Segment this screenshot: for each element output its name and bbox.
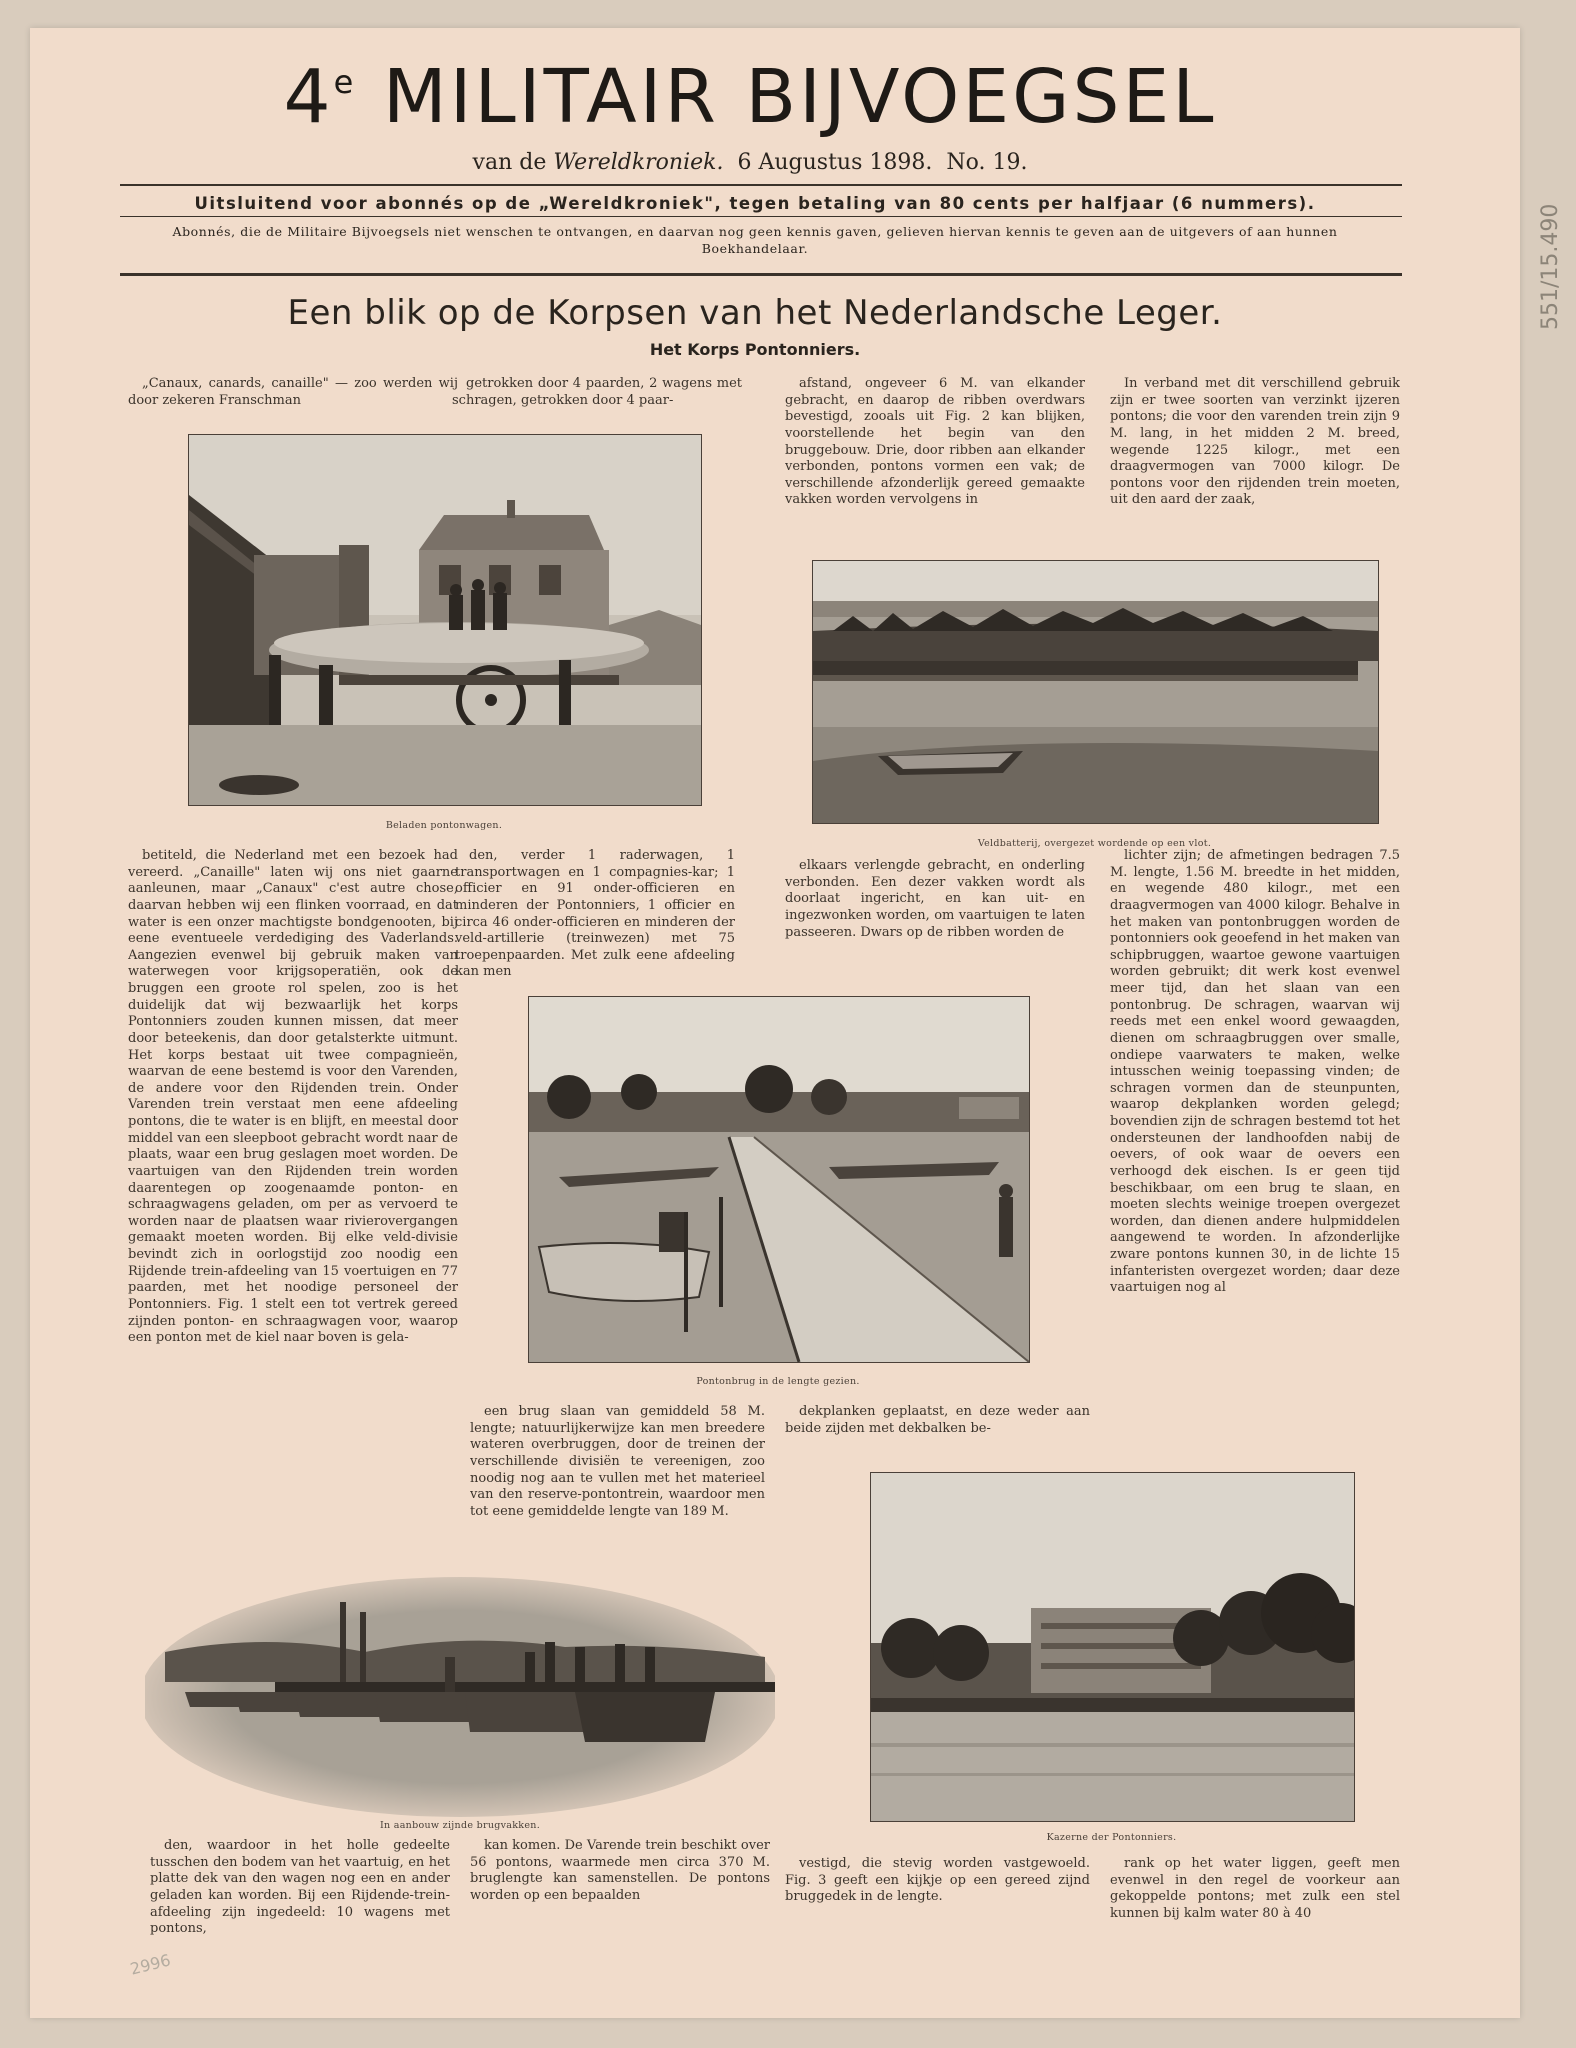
column-2-bottom: kan komen. De Varende trein beschikt over 56 pontons, waarmede men circa 370 M. bruglengte kan samenstellen. De pontons worden op een bepaalden [470, 1838, 770, 1903]
article-title: Een blik op de Korpsen van het Nederlandsche Leger. [287, 293, 1223, 333]
pencil-corner-number: 2996 [128, 1950, 173, 1979]
photo-barracks [870, 1472, 1355, 1822]
masthead-number: 4 [283, 54, 334, 140]
column-3-middle: elkaars verlengde gebracht, en onderling verbonden. Een dezer vakken wordt als doorlaat ingericht, en kan uit- en ingezwonken worden, om vaartuigen te laten passeeren. Dwars op de ribben worden de [785, 858, 1085, 940]
photo-field-battery-raft [812, 560, 1379, 824]
masthead-subline [150, 150, 1350, 175]
column-4-middle: lichter zijn; de afmetingen bedragen 7.5 M. lengte, 1.56 M. breedte in het midden, en wegende 480 kilogr., met een draagvermogen van 4000 kilogr. Behalve in het maken van pontonbruggen worden de pontonniers ook geoefend in het maken van schipbruggen, waartoe gewone vaartuigen worden gebruikt; dit werk kost evenwel meer tijd, dan het slaan van een pontonbrug. De schragen, waarvan wij reeds met een enkel woord gewaagden, dienen om schraagbruggen over smalle, ondiepe vaarwaters te maken, welke intusschen weinig toepassing vinden; de schragen vormen dan de steunpunten, waarop dekplanken worden gelegd; bovendien zijn de schragen bestemd tot het ondersteunen der landhoofden nabij de oevers, of ook waar de oevers een verhoogd dek eischen. Is er geen tijd beschikbaar, om een brug te slaan, en moeten slechts weinige troepen overgezet worden, dan dienen andere hulpmiddelen aangewend te worden. In afzonderlijke zware pontons kunnen 30, in de lichte 15 infanteristen overgezet worden; daar deze vaartuigen nog al [1110, 848, 1400, 1296]
column-3-top: afstand, ongeveer 6 M. van elkander gebracht, en daarop de ribben overdwars bevestigd, zooals uit Fig. 2 kan blijken, voorstellende het begin van den bruggebouw. Drie, door ribben aan elkander verbonden, pontons vormen een vak; de verschillende afzonderlijk gereed gemaakte vakken worden vervolgens in [785, 376, 1085, 508]
column-2-middle: den, verder 1 raderwagen, 1 transportwagen en 1 compagnies-kar; 1 officier en 91 onder-officieren en minderen der Pontonniers, 1 officier en circa 46 onder-officieren en minderen der veld-artillerie (treinwezen) met 75 troepenpaarden. Met zulk eene afdeeling kan men [455, 848, 735, 978]
masthead-title [150, 54, 1350, 140]
pencil-catalog-number: 551/15.490 [1538, 203, 1563, 330]
masthead-rule-bottom [120, 273, 1402, 276]
opt-out-notice: Abonnés, die de Militaire Bijvoegsels niet wenschen te ontvangen, en daarvan nog geen kennis gaven, gelieven hiervan kennis te geven aan de uitgevers of aan hunnen Boekhandelaar. [172, 224, 1338, 256]
column-1-bottom: den, waardoor in het holle gedeelte tusschen den bodem van het vaartuig, en het platte dek van den wagen nog een en ander geladen kan worden. Bij een Rijdende-trein-afdeeling zijn ingedeeld: 10 wagens met pontons, [150, 1838, 450, 1937]
caption-fig1: Beladen pontonwagen. [385, 820, 503, 831]
caption-fig2: Veldbatterij, overgezet wordende op een vlot. [977, 838, 1212, 849]
masthead-publication: Wereldkroniek. [553, 150, 724, 175]
caption-fig4: In aanbouw zijnde brugvakken. [379, 1820, 541, 1831]
masthead-date: 6 Augustus 1898. [737, 150, 933, 175]
caption-fig3: Pontonbrug in de lengte gezien. [696, 1376, 860, 1387]
column-3-bottom: vestigd, die stevig worden vastgewoeld. Fig. 3 geeft een kijkje op een gereed zijnd bruggedek in de lengte. [785, 1856, 1090, 1905]
column-1-middle: betiteld, die Nederland met een bezoek had vereerd. „Canaille" laten wij ons niet gaarne aanleunen, maar „Canaux" c'est autre chose, daarvan hebben wij een flinken voorraad, en dat water is een onzer machtigste bondgenooten, bij eene eventueele verdediging des Vaderlands. Aangezien evenwel bij gebruik maken van waterwegen voor krijgsoperatiën, ook de bruggen een groote rol spelen, zoo is het duidelijk dat wij bezwaarlijk het korps Pontonniers zouden kunnen missen, dat meer door beteekenis, dan door getalsterkte uitmunt. Het korps bestaat uit twee compagnieën, waarvan de eene bestemd is voor den Varenden, de andere voor den Rijdenden trein. Onder Varenden trein verstaat men eene afdeeling pontons, die te water is en blijft, en meestal door middel van een sleepboot gebracht wordt naar de plaats, waar een brug geslagen moet worden. De vaartuigen van den Rijdenden trein worden daarentegen op zoogenaamde ponton- en schraagwagens geladen, om per as vervoerd te worden naar de plaatsen waar rivierovergangen gemaakt moeten worden. Bij elke veld-divisie bevindt zich in oorlogstijd zoo noodig een Rijdende trein-afdeeling van 15 voertuigen en 77 paarden, met het noodige personeel der Pontonniers. Fig. 1 stelt een tot vertrek gereed zijnden ponton- en schraagwagen voor, waarop een ponton met de kiel naar boven is gela- [128, 848, 458, 1346]
photo-bridge-sections [145, 1572, 775, 1817]
masthead-issue: No. 19. [946, 150, 1028, 175]
subscription-notice: Uitsluitend voor abonnés op de „Wereldkroniek", tegen betaling van 80 cents per halfjaar (6 nummers). [194, 194, 1316, 213]
photo-pontoon-wagon [188, 434, 702, 806]
column-3-lower: dekplanken geplaatst, en deze weder aan beide zijden met dekbalken be- [785, 1404, 1090, 1436]
column-1-top: „Canaux, canards, canaille" — zoo werden wij door zekeren Franschman [128, 376, 458, 408]
masthead-name: MILITAIR BIJVOEGSEL [382, 54, 1217, 140]
column-2-top: getrokken door 4 paarden, 2 wagens met schragen, getrokken door 4 paar- [452, 376, 742, 408]
article-subtitle: Het Korps Pontonniers. [649, 340, 861, 359]
masthead-number-suffix: e [333, 63, 357, 101]
notice-rule [120, 216, 1402, 217]
column-2-lower: een brug slaan van gemiddeld 58 M. lengte; natuurlijkerwijze kan men breedere wateren overbruggen, door de treinen der verschillende divisiën te vereenigen, zoo noodig nog aan te vullen met het materieel van den reserve-pontontrein, waardoor men tot eene gemiddelde lengte van 189 M. [470, 1404, 765, 1519]
photo-pontoon-bridge [528, 996, 1030, 1363]
column-4-top: In verband met dit verschillend gebruik zijn er twee soorten van verzinkt ijzeren pontons; die voor den varenden trein zijn 9 M. lang, in het midden 2 M. breed, wegende 1225 kilogr., met een draagvermogen van 7000 kilogr. De pontons voor den rijdenden trein moeten, uit den aard der zaak, [1110, 376, 1400, 508]
column-4-bottom: rank op het water liggen, geeft men evenwel in den regel de voorkeur aan gekoppelde pontons; met zulk een stel kunnen bij kalm water 80 à 40 [1110, 1856, 1400, 1921]
masthead-van-de: van de [472, 150, 547, 175]
caption-fig5: Kazerne der Pontonniers. [1046, 1832, 1177, 1843]
masthead-rule-top [120, 184, 1402, 186]
